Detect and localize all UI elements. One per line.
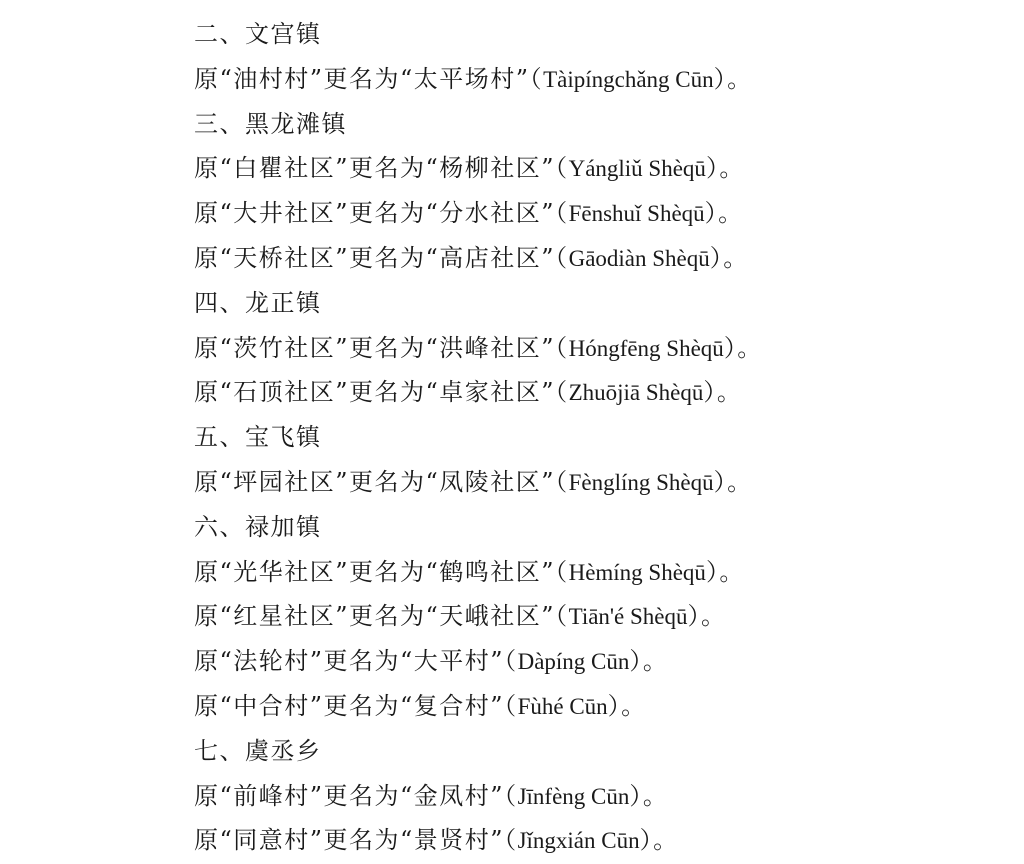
entry-text: 原“同意村”更名为“景贤村”（ <box>194 826 518 855</box>
entry-pinyin: Gāodiàn Shèqū <box>568 245 710 271</box>
rename-entry <box>194 191 1004 236</box>
entry-pinyin: Yángliǔ Shèqū <box>568 156 706 182</box>
entry-end: ）。 <box>723 333 763 362</box>
entry-text: 原“石顶社区”更名为“卓家社区”（ <box>194 378 569 407</box>
rename-entry <box>194 594 1004 639</box>
entry-text: 原“坪园社区”更名为“凤陵社区”（ <box>194 467 569 496</box>
rename-entry <box>194 57 1004 102</box>
entry-text: 原“茨竹社区”更名为“洪峰社区”（ <box>194 333 569 362</box>
entry-end: ）。 <box>713 64 753 93</box>
entry-end: ）。 <box>704 199 744 228</box>
entry-end: ）。 <box>709 243 749 272</box>
entry-end: ）。 <box>705 154 745 183</box>
entry-text: 原“前峰村”更名为“金凤村”（ <box>194 781 518 810</box>
entry-pinyin: Tàipíngchǎng Cūn <box>543 66 714 92</box>
entry-pinyin: Hóngfēng Shèqū <box>568 335 724 361</box>
entry-end: ）。 <box>607 691 647 720</box>
entry-pinyin: Jīnfèng Cūn <box>517 783 630 809</box>
entry-pinyin: Fùhé Cūn <box>517 693 608 719</box>
entry-pinyin: Hèmíng Shèqū <box>568 559 706 585</box>
entry-pinyin: Fènglíng Shèqū <box>568 469 714 495</box>
entry-pinyin: Jǐngxián Cūn <box>517 828 640 854</box>
entry-text: 原“天桥社区”更名为“高店社区”（ <box>194 243 569 272</box>
entry-pinyin: Tiān'é Shèqū <box>568 604 688 630</box>
rename-entry <box>194 550 1004 595</box>
section-heading: 二、文宫镇 <box>194 20 322 48</box>
entry-pinyin: Fēnshuǐ Shèqū <box>568 201 705 227</box>
entry-text: 原“红星社区”更名为“天峨社区”（ <box>194 602 569 631</box>
entry-end: ）。 <box>705 557 745 586</box>
entry-end: ）。 <box>713 467 753 496</box>
rename-entry <box>194 684 1004 729</box>
rename-entry <box>194 639 1004 684</box>
section-heading: 三、黑龙滩镇 <box>194 109 347 138</box>
entry-end: ）。 <box>687 602 727 631</box>
document-body <box>194 12 1004 863</box>
rename-entry <box>194 370 1004 415</box>
entry-text: 原“法轮村”更名为“大平村”（ <box>194 647 518 676</box>
entry-text: 原“光华社区”更名为“鹤鸣社区”（ <box>194 557 569 586</box>
entry-text: 原“中合村”更名为“复合村”（ <box>194 691 518 720</box>
entry-end: ）。 <box>629 781 669 810</box>
entry-pinyin: Dàpíng Cūn <box>517 649 630 675</box>
section-heading: 四、龙正镇 <box>194 288 322 317</box>
rename-entry <box>194 326 1004 371</box>
entry-end: ）。 <box>629 647 669 676</box>
section-heading: 六、禄加镇 <box>194 512 322 541</box>
rename-entry <box>194 818 1004 863</box>
rename-entry <box>194 774 1004 819</box>
rename-entry <box>194 146 1004 191</box>
entry-text: 原“大井社区”更名为“分水社区”（ <box>194 199 569 228</box>
rename-entry <box>194 460 1004 505</box>
section-heading: 七、虞丞乡 <box>194 736 322 765</box>
entry-text: 原“油村村”更名为“太平场村”（ <box>194 64 544 93</box>
rename-entry <box>194 236 1004 281</box>
entry-text: 原“白瞿社区”更名为“杨柳社区”（ <box>194 154 569 183</box>
entry-pinyin: Zhuōjiā Shèqū <box>568 380 704 406</box>
entry-end: ）。 <box>703 378 743 407</box>
entry-end: ）。 <box>639 826 679 855</box>
section-heading: 五、宝飞镇 <box>194 423 322 452</box>
